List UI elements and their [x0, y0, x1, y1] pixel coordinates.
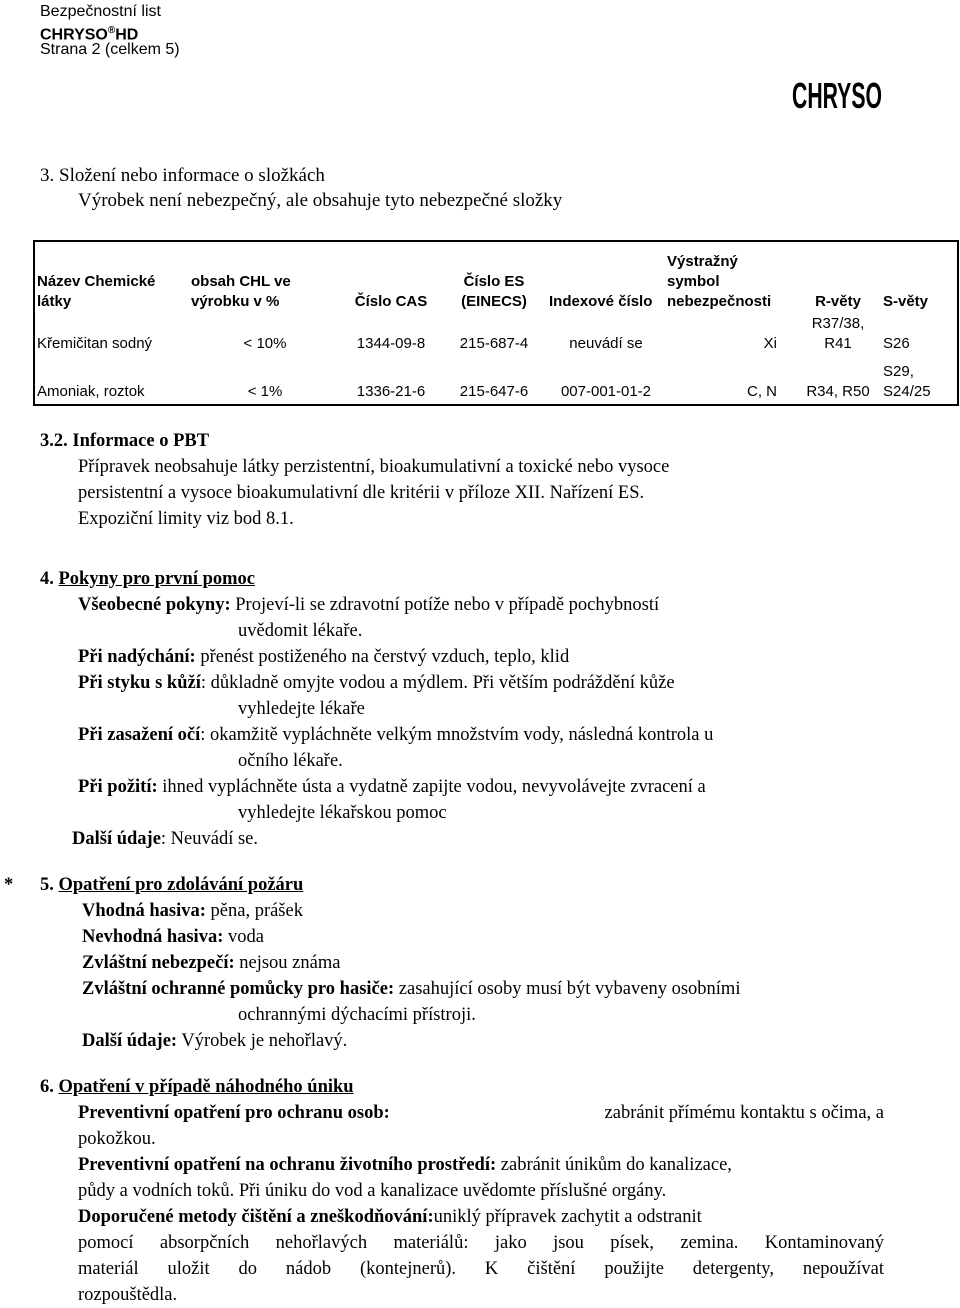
label: Zvláštní ochranné pomůcky pro hasiče: [82, 979, 395, 999]
label: Preventivní opatření na ochranu životního prostředí: [78, 1155, 497, 1175]
cell-s: S26 [883, 335, 910, 352]
section-6-number: 6. [40, 1077, 54, 1097]
label: Všeobecné pokyny: [78, 595, 231, 615]
first-aid-other [72, 826, 258, 852]
label: Při nadýchání: [78, 647, 196, 667]
fire-hazard [82, 950, 340, 976]
fire-protection [82, 976, 740, 1002]
pbt-line-2: persistentní a vysoce bioakumulativní dle kritérii v příloze XII. Nařízení ES. [78, 483, 645, 503]
first-aid-general [78, 592, 659, 618]
col-header-index: Indexové číslo [549, 293, 653, 310]
chryso-logo [792, 74, 888, 114]
cell-s: S29, S24/25 [883, 363, 931, 400]
label: Vhodná hasiva: [82, 901, 206, 921]
cell-symbol: C, N [747, 383, 777, 400]
col-header-es: Číslo ES (EINECS) [461, 273, 527, 310]
spill-cleaning-line-4: rozpouštědla. [78, 1285, 178, 1305]
spill-environment [78, 1152, 732, 1178]
value: Výrobek je nehořlavý. [181, 1031, 348, 1051]
section-5-heading: Opatření pro zdolávání požáru [58, 875, 304, 895]
section-4-heading: Pokyny pro první pomoc [58, 569, 256, 589]
label: Při styku s kůží [78, 673, 201, 693]
value: pěna, prášek [210, 901, 303, 921]
label: Doporučené metody čištění a zneškodňování: [78, 1207, 434, 1227]
product-brand: CHRYSO [40, 26, 108, 44]
fire-other [82, 1028, 347, 1054]
col-header-r: R-věty [815, 293, 861, 310]
first-aid-skin [78, 670, 675, 696]
label: Při zasažení očí [78, 725, 201, 745]
section-5-number: 5. [40, 875, 54, 895]
cell-name: Křemičitan sodný [37, 335, 153, 352]
cell-es: 215-647-6 [459, 383, 529, 400]
value: přenést postiženého na čerstvý vzduch, teplo, klid [200, 647, 570, 667]
value: zabránit přímému kontaktu s očima, a [604, 1103, 884, 1123]
revision-marker: * [4, 875, 14, 895]
col-header-s: S-věty [883, 293, 929, 310]
cell-cas: 1344-09-8 [356, 335, 426, 352]
section-3-title: 3. Složení nebo informace o složkách [40, 165, 325, 186]
page-indicator: Strana 2 (celkem 5) [40, 41, 180, 58]
cell-content: < 10% [243, 335, 287, 352]
col-header-content: obsah CHL ve výrobku v % [191, 273, 291, 310]
cell-r: R34, R50 [806, 383, 870, 400]
value: ihned vypláchněte ústa a vydatně zapijte vodou, nevyvolávejte zvracení a [162, 777, 706, 797]
cell-r: R37/38, R41 [811, 315, 865, 352]
label: Další údaje [72, 829, 161, 849]
first-aid-inhalation [78, 644, 569, 670]
composition-table [33, 240, 959, 406]
first-aid-ingestion [78, 774, 706, 800]
table-row [34, 314, 958, 354]
col-header-cas: Číslo CAS [354, 293, 428, 310]
fire-suitable [82, 898, 303, 924]
value: : důkladně omyjte vodou a mýdlem. Při větším podráždění kůže [200, 673, 675, 693]
cell-name: Amoniak, roztok [37, 383, 145, 400]
first-aid-eyes [78, 722, 713, 748]
spill-persons [78, 1100, 884, 1126]
cell-cas: 1336-21-6 [356, 383, 426, 400]
spill-environment-cont: půdy a vodních toků. Při úniku do vod a kanalizace uvědomte příslušné orgány. [78, 1181, 667, 1201]
cell-content: < 1% [247, 383, 283, 400]
cell-symbol: Xi [763, 335, 777, 352]
value: : okamžitě vypláchněte velkým množstvím vody, následná kontrola u [200, 725, 714, 745]
value: Projeví-li se zdravotní potíže nebo v případě pochybností [235, 595, 660, 615]
pbt-line-1: Přípravek neobsahuje látky perzistentní, bioakumulativní a toxické nebo vysoce [78, 457, 670, 477]
label: Další údaje: [82, 1031, 178, 1051]
col-header-symbol: Výstražný symbol nebezpečnosti [667, 253, 772, 310]
section-6-title [40, 1074, 354, 1100]
cell-es: 215-687-4 [459, 335, 529, 352]
spill-cleaning [78, 1204, 702, 1230]
value: nejsou známa [239, 953, 341, 973]
label: Nevhodná hasiva: [82, 927, 224, 947]
col-header-name: Název Chemické látky [37, 273, 156, 310]
value: uniklý přípravek zachytit a odstranit [433, 1207, 702, 1227]
label: Zvláštní nebezpečí: [82, 953, 235, 973]
fire-protection-cont: ochrannými dýchacími přístroji. [238, 1005, 476, 1025]
value: voda [227, 927, 264, 947]
first-aid-ingestion-cont: vyhledejte lékařskou pomoc [238, 803, 447, 823]
section-6-heading: Opatření v případě náhodného úniku [58, 1077, 354, 1097]
product-suffix: HD [115, 26, 139, 44]
value: : Neuvádí se. [160, 829, 259, 849]
spill-persons-cont: pokožkou. [78, 1129, 156, 1149]
registered-mark: ® [107, 25, 116, 36]
label: Při požití: [78, 777, 158, 797]
doc-type: Bezpečnostní list [40, 3, 161, 20]
table-row [34, 354, 958, 405]
logo-text: CHRYSO [792, 75, 882, 116]
spill-cleaning-line-2: pomocí absorpčních nehořlavých materiálů: jako jsou písek, zemina. Kontaminovaný [78, 1233, 884, 1253]
cell-index: 007-001-01-2 [560, 383, 652, 400]
pbt-line-3: Expoziční limity viz bod 8.1. [78, 509, 294, 529]
spill-cleaning-line-3: materiál uložit do nádob (kontejnerů). K čištění použijte detergenty, nepoužívat [78, 1259, 884, 1279]
section-4-number: 4. [40, 569, 54, 589]
table-header-row [34, 241, 958, 314]
value: zabránit únikům do kanalizace, [500, 1155, 732, 1175]
first-aid-eyes-cont: očního lékaře. [238, 751, 343, 771]
value: zasahující osoby musí být vybaveny osobními [398, 979, 741, 999]
section-5-title [40, 872, 303, 898]
first-aid-skin-cont: vyhledejte lékaře [238, 699, 365, 719]
section-4-title [40, 566, 255, 592]
cell-index: neuvádí se [569, 335, 643, 352]
section-3-subtitle: Výrobek není nebezpečný, ale obsahuje tyto nebezpečné složky [78, 190, 563, 211]
pbt-title: 3.2. Informace o PBT [40, 431, 210, 451]
label: Preventivní opatření pro ochranu osob: [78, 1103, 390, 1123]
fire-unsuitable [82, 924, 264, 950]
first-aid-general-cont: uvědomit lékaře. [238, 621, 363, 641]
